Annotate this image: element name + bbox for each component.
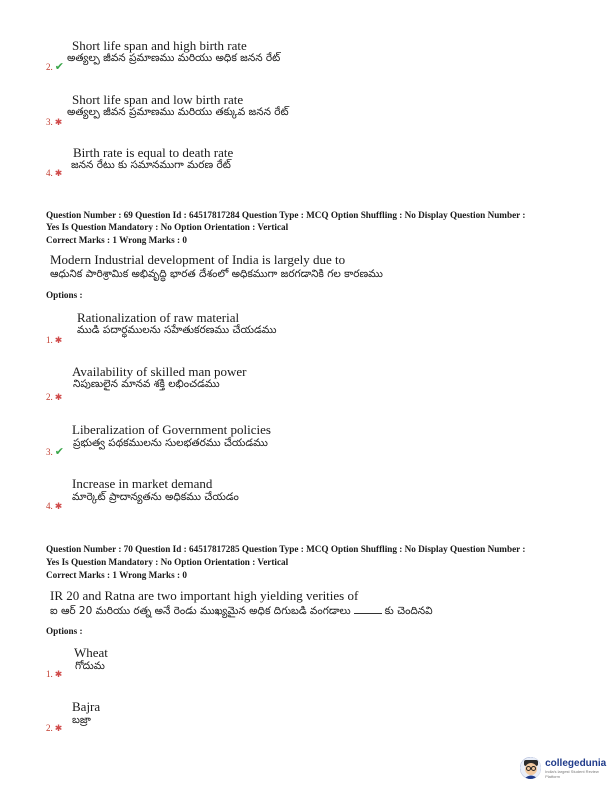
option-text-en: Bajra: [72, 699, 101, 714]
question-meta: Question Number : 70 Question Id : 64517817285 Question Type : MCQ Option Shuffling : No Display Question Number :: [46, 544, 526, 554]
question-meta: Question Number : 69 Question Id : 64517817284 Question Type : MCQ Option Shuffling : No Display Question Number :: [46, 210, 526, 220]
option-number: 3. ✱: [46, 116, 63, 127]
question-marks: Correct Marks : 1 Wrong Marks : 0: [46, 570, 187, 580]
options-label: Options :: [46, 290, 83, 300]
question-text-en: Modern Industrial development of India is largely due to: [50, 252, 346, 267]
option-number: 2. ✱: [46, 722, 63, 733]
check-icon: ✔: [54, 60, 64, 73]
collegedunia-watermark: [520, 757, 612, 779]
answer-blank: [354, 604, 382, 614]
option-number: 1. ✱: [46, 334, 63, 345]
option-text-te: మార్కెట్ ప్రాదాన్యతను అధికము చేయడం: [72, 491, 239, 503]
options-label: Options :: [46, 626, 83, 636]
option-text-te: అత్యల్ప జీవన ప్రమాణము మరియు అధిక జనన రేట్: [67, 52, 281, 64]
question-meta: Yes Is Question Mandatory : No Option Orientation : Vertical: [46, 557, 289, 567]
option-number: 3. ✔: [46, 445, 64, 458]
brand-name: collegedunia: [545, 757, 607, 769]
question-meta: Yes Is Question Mandatory : No Option Orientation : Vertical: [46, 222, 289, 232]
option-text-te: జనన రేటు కు సమానముగా మరణ రేట్: [71, 159, 231, 171]
mascot-logo-icon: [520, 757, 541, 779]
option-text-te: ప్రభుత్వ పథకములను సులభతరము చేయడము: [73, 437, 268, 449]
question-marks: Correct Marks : 1 Wrong Marks : 0: [46, 235, 187, 245]
option-number: 2. ✔: [46, 60, 64, 73]
option-text-en: Availability of skilled man power: [72, 364, 247, 379]
option-number: 4. ✱: [46, 500, 63, 511]
question-text-en: IR 20 and Ratna are two important high yielding verities of: [50, 588, 359, 603]
option-number: 4. ✱: [46, 167, 63, 178]
option-text-en: Birth rate is equal to death rate: [73, 145, 234, 160]
option-text-en: Wheat: [74, 645, 108, 660]
option-text-te: ముడి పదార్ధములను సహేతుకరణము చేయడము: [77, 324, 277, 336]
option-text-te: బజ్రా: [72, 714, 91, 726]
cross-icon: ✱: [54, 668, 63, 679]
cross-icon: ✱: [54, 500, 63, 511]
option-text-te: గోదుమ: [75, 660, 105, 672]
option-text-en: Increase in market demand: [72, 476, 213, 491]
option-text-en: Short life span and high birth rate: [72, 38, 247, 53]
option-number: 1. ✱: [46, 668, 63, 679]
option-text-en: Liberalization of Government policies: [72, 422, 271, 437]
option-text-te: అత్యల్ప జీవన ప్రమాణము మరియు తక్కువ జనన రేట్: [67, 106, 289, 118]
question-text-te: ఐ ఆర్ 20 మరియు రత్న అనే రెండు ముఖ్యమైన అధిక దిగుబడి వంగడాలు కు చెందినవి: [50, 605, 433, 617]
option-number: 2. ✱: [46, 391, 63, 402]
brand-tagline: India's largest Student Review Platform: [545, 768, 599, 779]
question-text-te: ఆధునిక పారిశ్రామిక అభివృద్ధి భారత దేశంలో అధికముగా జరగడానికి గల కారణము: [50, 268, 383, 280]
cross-icon: ✱: [54, 722, 63, 733]
cross-icon: ✱: [54, 167, 63, 178]
cross-icon: ✱: [54, 391, 63, 402]
cross-icon: ✱: [54, 334, 63, 345]
option-text-en: Short life span and low birth rate: [72, 92, 244, 107]
option-text-en: Rationalization of raw material: [77, 310, 240, 325]
cross-icon: ✱: [54, 116, 63, 127]
option-text-te: నిపుణులైన మానవ శక్తి లభించడము: [73, 378, 220, 390]
check-icon: ✔: [54, 445, 64, 458]
